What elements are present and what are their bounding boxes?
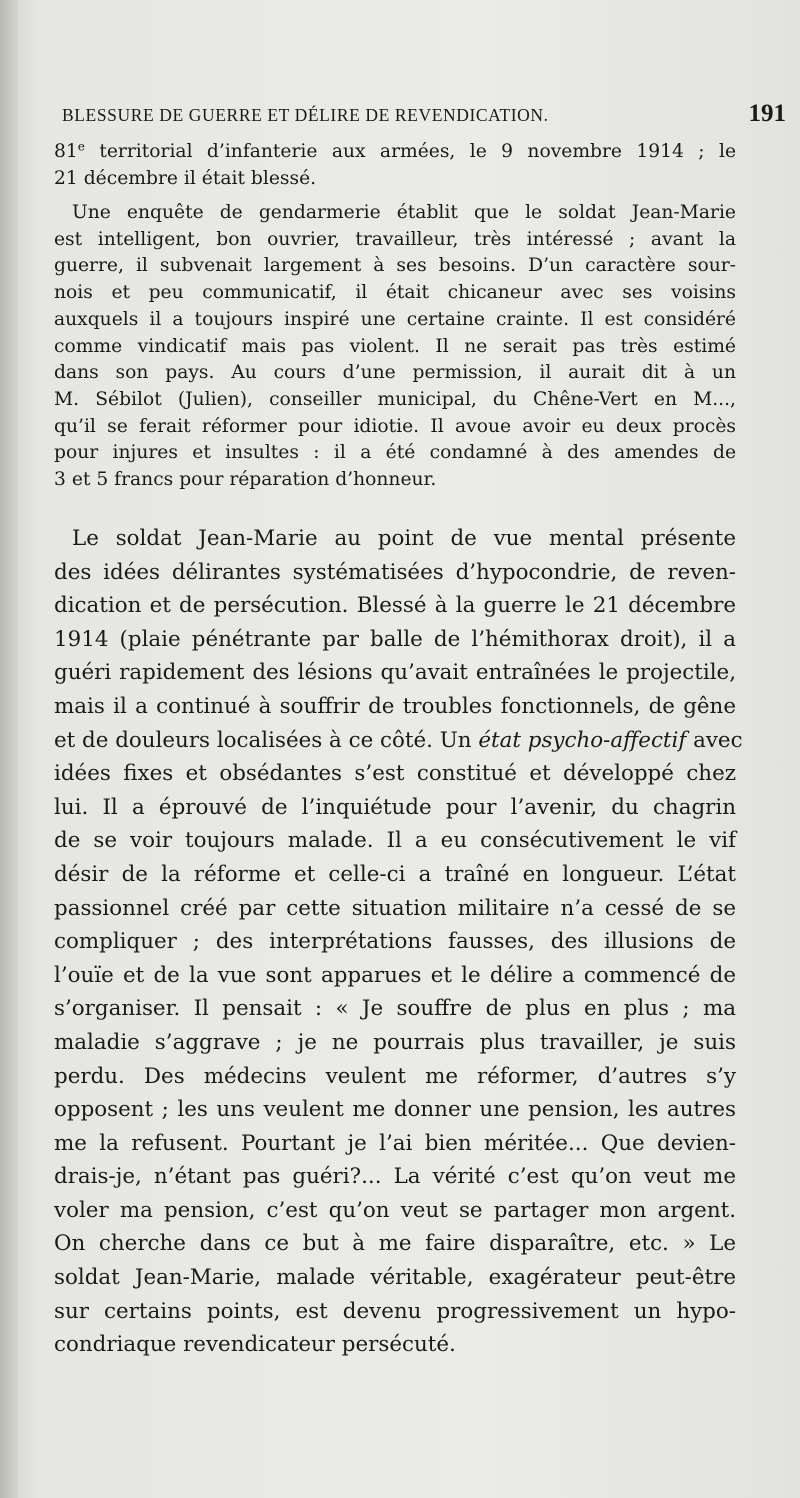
text-line: Le soldat Jean-Marie au point de vue mental présente	[72, 526, 736, 551]
text-line: auxquels il a toujours inspiré une certaine crainte. Il est considéré	[54, 308, 736, 330]
page-number: 191	[748, 100, 786, 127]
paragraph-continuation	[54, 139, 736, 192]
text-line: qu’il se ferait réformer pour idiotie. Il avoue avoir eu deux procès	[54, 415, 736, 437]
italic-term: état psycho-affectif	[478, 727, 687, 753]
text-line: mais il a continué à souffrir de troubles fonctionnels, de gêne	[54, 693, 736, 719]
running-title: BLESSURE DE GUERRE ET DÉLIRE DE REVENDICATION.	[62, 105, 549, 125]
page-gutter-shadow	[0, 0, 18, 1498]
text-line: condriaque revendicateur persécuté.	[54, 1332, 456, 1358]
text-line: On cherche dans ce but à me faire disparaître, etc. » Le	[54, 1231, 736, 1257]
text-line: lui. Il a éprouvé de l’inquiétude pour l’avenir, du chagrin	[54, 794, 736, 820]
text-line: s’organiser. Il pensait : « Je souffre de plus en plus ; ma	[54, 996, 736, 1022]
running-header	[62, 100, 792, 136]
text-line: compliquer ; des interprétations fausses, des illusions de	[54, 929, 736, 955]
text-line: passionnel créé par cette situation militaire n’a cessé de se	[54, 895, 736, 921]
text-line: perdu. Des médecins veulent me réformer, d’autres s’y	[54, 1063, 736, 1089]
text-line: M. Sébilot (Julien), conseiller municipal, du Chêne-Vert en M...,	[54, 388, 736, 410]
text-line: voler ma pension, c’est qu’on veut se partager mon argent.	[54, 1197, 736, 1223]
text-line: nois et peu communicatif, il était chicaneur avec ses voisins	[54, 282, 736, 304]
text-line: maladie s’aggrave ; je ne pourrais plus travailler, je suis	[54, 1029, 736, 1055]
text-line: guéri rapidement des lésions qu’avait entraînées le projectile,	[54, 660, 736, 686]
text-line: désir de la réforme et celle-ci a traîné en longueur. L’état	[54, 861, 736, 887]
text-line: pour injures et insultes : il a été condamné à des amendes de	[54, 442, 736, 464]
text-line: dication et de persécution. Blessé à la guerre le 21 décembre	[54, 593, 736, 619]
text-line: est intelligent, bon ouvrier, travailleur, très intéressé ; avant la	[54, 228, 736, 250]
text-line: 81e territorial d’infanterie aux armées, le 9 novembre 1914 ; le	[54, 139, 736, 162]
text-line: Une enquête de gendarmerie établit que le soldat Jean-Marie	[72, 202, 736, 223]
paragraph-gendarmerie-inquiry	[54, 200, 736, 494]
text-line: 1914 (plaie pénétrante par balle de l’hémithorax droit), il a	[54, 626, 736, 652]
text-line: 21 décembre il était blessé.	[54, 167, 317, 189]
text-line: sur certains points, est devenu progressivement un hypo-	[54, 1298, 736, 1324]
text-line: drais-je, n’étant pas guéri?... La vérité c’est qu’on veut me	[54, 1164, 736, 1190]
text-line: comme vindicatif mais pas violent. Il ne serait pas très estimé	[54, 335, 736, 357]
text-line: des idées délirantes systématisées d’hypocondrie, de reven-	[54, 559, 736, 585]
text-line: me la refusent. Pourtant je l’ai bien méritée... Que devien-	[54, 1130, 736, 1156]
text-line: idées fixes et obsédantes s’est constitué et développé chez	[54, 761, 736, 787]
text-line: opposent ; les uns veulent me donner une pension, les autres	[54, 1097, 736, 1123]
text-line: dans son pays. Au cours d’une permission, il aurait dit à un	[54, 362, 736, 384]
text-line: l’ouïe et de la vue sont apparues et le délire a commencé de	[54, 962, 736, 988]
text-line: 3 et 5 francs pour réparation d’honneur.	[54, 469, 437, 491]
text-line: guerre, il subvenait largement à ses besoins. D’un caractère sour-	[54, 255, 736, 277]
text-line: de se voir toujours malade. Il a eu consécutivement le vif	[54, 828, 736, 854]
text-line: soldat Jean-Marie, malade véritable, exagérateur peut-être	[54, 1265, 736, 1291]
text-line: et de douleurs localisées à ce côté. Un état psycho-affectif avec	[54, 727, 743, 753]
paragraph-mental-state	[54, 522, 743, 1362]
